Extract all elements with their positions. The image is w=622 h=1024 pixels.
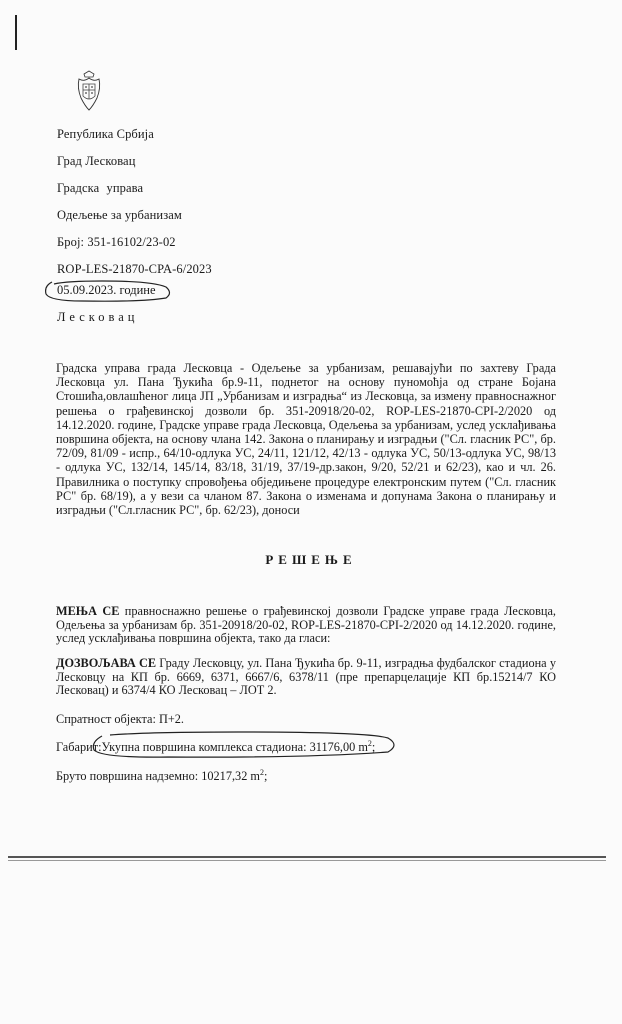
gross-area-text: Бруто површина надземно: 10217,32 m <box>56 769 260 784</box>
coat-of-arms-icon <box>76 70 102 112</box>
preamble-paragraph: Градска управа града Лесковца - Одељење за урбанизам, решавајући по захтеву Града Лесковца ул. Пана Ђукића бр.9-11, поднетог на основу пуномоћја од стране Бојана Стошића,овлашћеног лица ЈП „Урбанизам и изградња“ из Лесковца, за измену правноснажног решења о грађевинској дозволи бр. 351-20918/20-02, ROP-LES-21870-CPI-2/2020 од 14.12.2020. године, Градске управе града Лесковца, Одељења за урбанизам, услед усклађивања површина објекта, на основу члана 142. Закона о планирању и изградњи ("Сл. гласник РС", бр. 72/09, 81/09 - испр., 64/10-одлука УС, 24/11, 121/12, 42/13 - одлука УС, 50/13-одлука УС, 98/13 - одлука УС, 132/14, 145/14, 83/18, 31/19, 37/19-др.закон, 9/20, 52/21 и 62/23), као и чл. 26. Правилника о поступку спровођења обједињене процедуре електронским путем ("Сл. гласник РС" бр. 68/19), а у вези са чланом 87. Закона о изменама и допунама Закона о планирању и изградњи ("Сл.гласник РС", бр. 62/23), доноси <box>56 361 556 518</box>
decision-title: РЕШЕЊЕ <box>265 552 357 567</box>
margin-mark <box>15 15 17 50</box>
section-permits-text: Граду Лесковцу, ул. Пана Ђукића бр. 9-11, изградња фудбалског стадиона у Лесковцу на КП бр. 6669, 6371, 6667/6, 6378/11 (пре препарцелације КП бр.15214/7 КО Лесковац) и 6374/4 КО Лесковац – ЛОТ 2. <box>56 656 556 697</box>
header-rop: ROP-LES-21870-CPA-6/2023 <box>57 262 212 276</box>
header-date: 05.09.2023. године <box>57 283 156 297</box>
header-administration: Градска управа <box>57 181 144 195</box>
header-city: Град Лесковац <box>57 154 136 168</box>
gross-area-line <box>56 768 267 784</box>
scan-edge-line-secondary <box>8 860 606 861</box>
section-changes <box>56 605 556 646</box>
header-department: Одељење за урбанизам <box>57 208 182 222</box>
scan-edge-line <box>8 856 606 858</box>
floors-line: Спратност објекта: П+2. <box>56 712 184 726</box>
header-place: Лесковац <box>57 310 139 324</box>
section-permits <box>56 657 556 698</box>
gabarit-label: Габарит: <box>56 740 102 755</box>
gross-area-end: ; <box>264 769 268 784</box>
section-permits-lead: ДОЗВОЉАВА СЕ <box>56 656 157 670</box>
header-republic: Република Србија <box>57 127 154 141</box>
section-changes-text: правноснажно решење о грађевинској дозволи Градске управе града Лесковца, Одељења за урбанизам бр. 351-20918/20-02, ROP-LES-21870-CPI-2/2020 од 14.12.2020. године, услед усклађивања површина објекта, тако да гласи: <box>56 604 556 645</box>
handwritten-oval-gabarit <box>88 730 400 760</box>
gabarit-unit-sup: 2 <box>367 739 372 748</box>
header-number: Број: 351-16102/23-02 <box>57 235 176 249</box>
gabarit-value: Укупна површина комплекса стадиона: 31176,00 m <box>101 740 368 755</box>
section-changes-lead: МЕЊА СЕ <box>56 604 120 618</box>
gross-area-unit-sup: 2 <box>260 768 264 777</box>
gabarit-end: ; <box>371 740 376 755</box>
